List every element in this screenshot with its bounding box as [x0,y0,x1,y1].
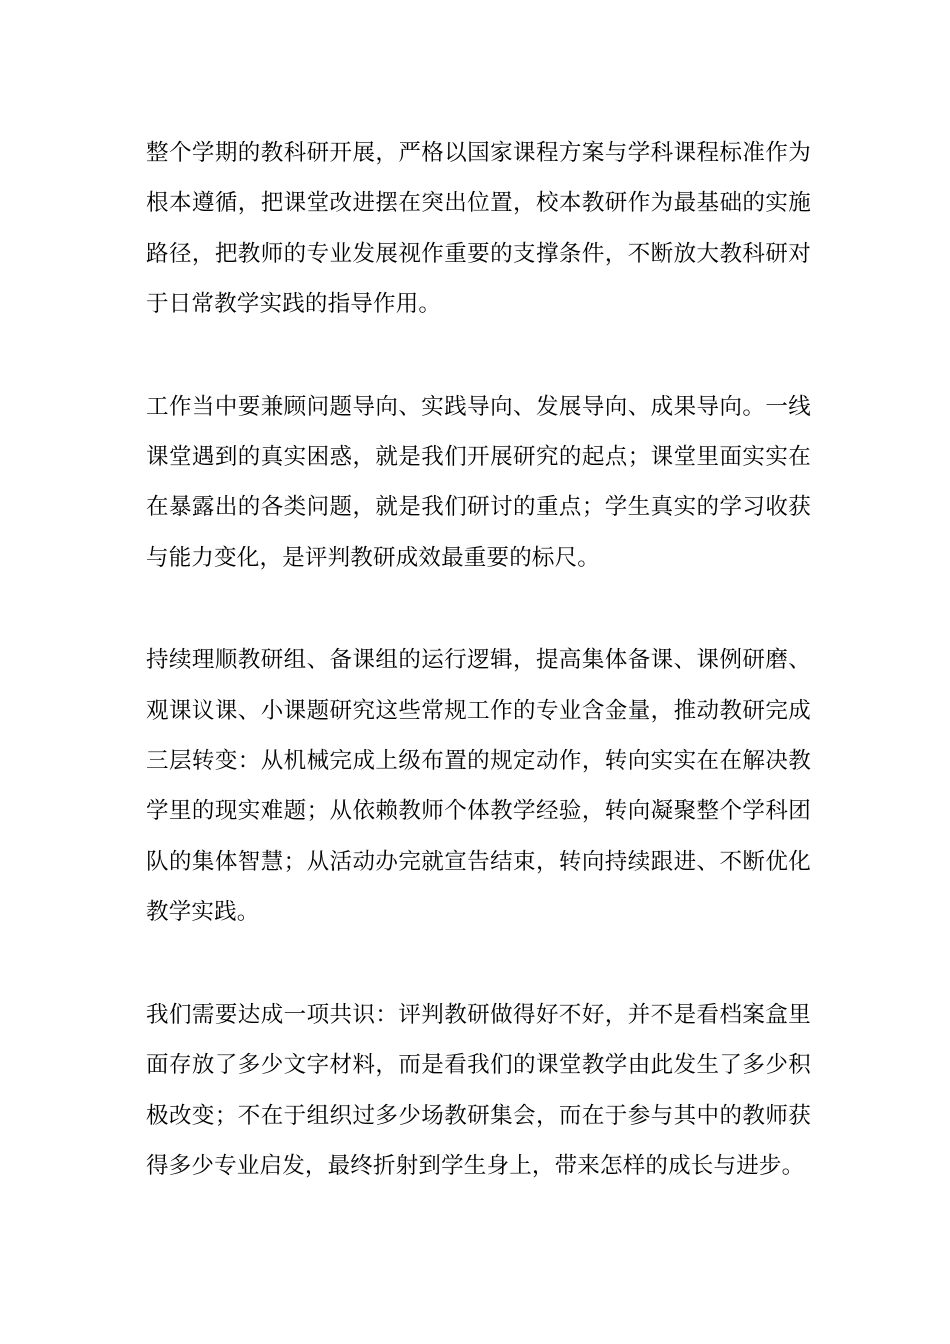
paragraph-1: 整个学期的教科研开展，严格以国家课程方案与学科课程标准作为根本遵循，把课堂改进摆在突出位置，校本教研作为最基础的实施路径，把教师的专业发展视作重要的支撑条件，不断放大教科研对于日常教学实践的指导作用。 [146,140,811,318]
paragraph-4: 我们需要达成一项共识：评判教研做得好不好，并不是看档案盒里面存放了多少文字材料，而是看我们的课堂教学由此发生了多少积极改变；不在于组织过多少场教研集会，而在于参与其中的教师获得多少专业启发，最终折射到学生身上，带来怎样的成长与进步。 [146,1001,811,1179]
paragraph-2: 工作当中要兼顾问题导向、实践导向、发展导向、成果导向。一线课堂遇到的真实困惑，就是我们开展研究的起点；课堂里面实实在在暴露出的各类问题，就是我们研讨的重点；学生真实的学习收获与能力变化，是评判教研成效最重要的标尺。 [146,393,811,571]
paragraph-3: 持续理顺教研组、备课组的运行逻辑，提高集体备课、课例研磨、观课议课、小课题研究这些常规工作的专业含金量，推动教研完成三层转变：从机械完成上级布置的规定动作，转向实实在在解决教学里的现实难题；从依赖教师个体教学经验，转向凝聚整个学科团队的集体智慧；从活动办完就宣告结束，转向持续跟进、不断优化教学实践。 [146,647,811,926]
document-body [146,128,811,1243]
